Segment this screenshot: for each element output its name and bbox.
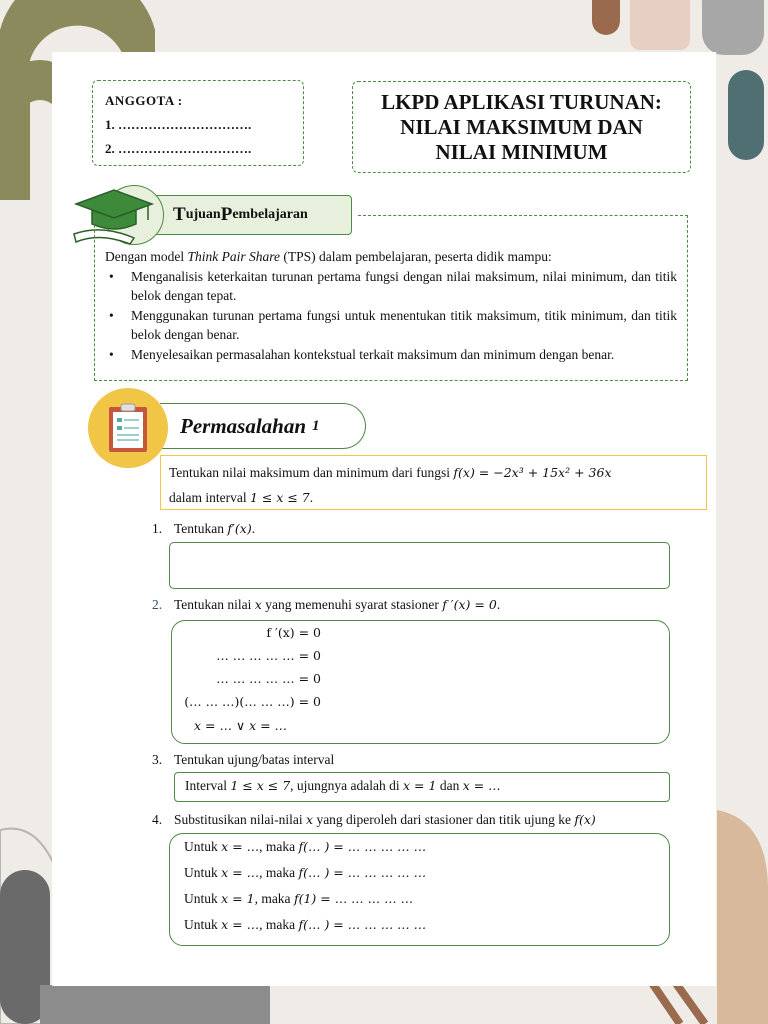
step-4-answer-box[interactable]	[169, 833, 670, 946]
title-line-2: NILAI MAKSIMUM DAN	[400, 114, 643, 139]
objective-item: • Menggunakan turunan pertama fungsi untuk menentukan titik maksimum, titik minimum, dan titik belok dengan benar.	[123, 306, 677, 345]
member-1-line: 1. ………………………….	[105, 117, 252, 132]
objectives-heading: T ujuan P embelajaran	[152, 195, 352, 235]
objectives-box	[94, 215, 688, 381]
step-4-row: Untuk x = …, maka f(… ) = … … … … …	[184, 917, 427, 932]
member-2-line: 2. ………………………….	[105, 141, 252, 156]
step-4-row: Untuk x = …, maka f(… ) = … … … … …	[184, 865, 427, 880]
objectives-intro: Dengan model Think Pair Share (TPS) dalam pembelajaran, peserta didik mampu:	[105, 249, 552, 264]
step-4-row: Untuk x = …, maka f(… ) = … … … … …	[184, 839, 427, 854]
title-line-1: LKPD APLIKASI TURUNAN:	[381, 89, 662, 114]
step-1-answer-box[interactable]	[169, 542, 670, 589]
step-2-answer-box[interactable]	[171, 620, 670, 744]
problem-statement-line-2: dalam interval 1 ≤ x ≤ 7.	[169, 490, 314, 505]
members-box	[92, 80, 304, 166]
step-2-line-1: f ′(x) = 0	[266, 625, 321, 640]
step-2-line-4: (… … …)(… … …) = 0	[184, 694, 321, 709]
problem-statement-box	[160, 455, 707, 510]
step-4-label: 4. Substitusikan nilai-nilai x yang diperoleh dari stasioner dan titik ujung ke f(x)	[152, 812, 596, 827]
step-3-answer-box[interactable]	[174, 772, 670, 802]
step-3-box-text: Interval 1 ≤ x ≤ 7, ujungnya adalah di x = 1 dan x = …	[185, 778, 501, 793]
title-box	[352, 81, 691, 173]
objectives-list	[123, 267, 677, 365]
step-2-label: 2. Tentukan nilai x yang memenuhi syarat stasioner f ′(x) = 0.	[152, 597, 501, 612]
title-line-3: NILAI MINIMUM	[435, 139, 608, 164]
step-3-label: 3. Tentukan ujung/batas interval	[152, 752, 335, 767]
step-4-row: Untuk x = 1, maka f(1) = … … … … …	[184, 891, 414, 906]
worksheet-page	[52, 52, 716, 986]
step-2-line-2: … … … … … = 0	[216, 648, 321, 663]
step-2-line-5: x = … ∨ x = …	[194, 718, 288, 733]
problem-heading: Permasalahan 1	[160, 403, 366, 449]
step-2-line-3: … … … … … = 0	[216, 671, 321, 686]
clipboard-icon	[108, 403, 148, 453]
objective-item: • Menyelesaikan permasalahan kontekstual terkait maksimum dan minimum dengan benar.	[123, 345, 677, 365]
step-1-label: 1. Tentukan f′(x).	[152, 521, 256, 536]
members-label: ANGGOTA :	[105, 93, 183, 108]
problem-statement-line-1: Tentukan nilai maksimum dan minimum dari fungsi f(x) = −2x³ + 15x² + 36x	[169, 465, 612, 480]
objective-item: • Menganalisis keterkaitan turunan pertama fungsi dengan nilai maksimum, nilai minimum, dan titik belok dengan tepat.	[123, 267, 677, 306]
